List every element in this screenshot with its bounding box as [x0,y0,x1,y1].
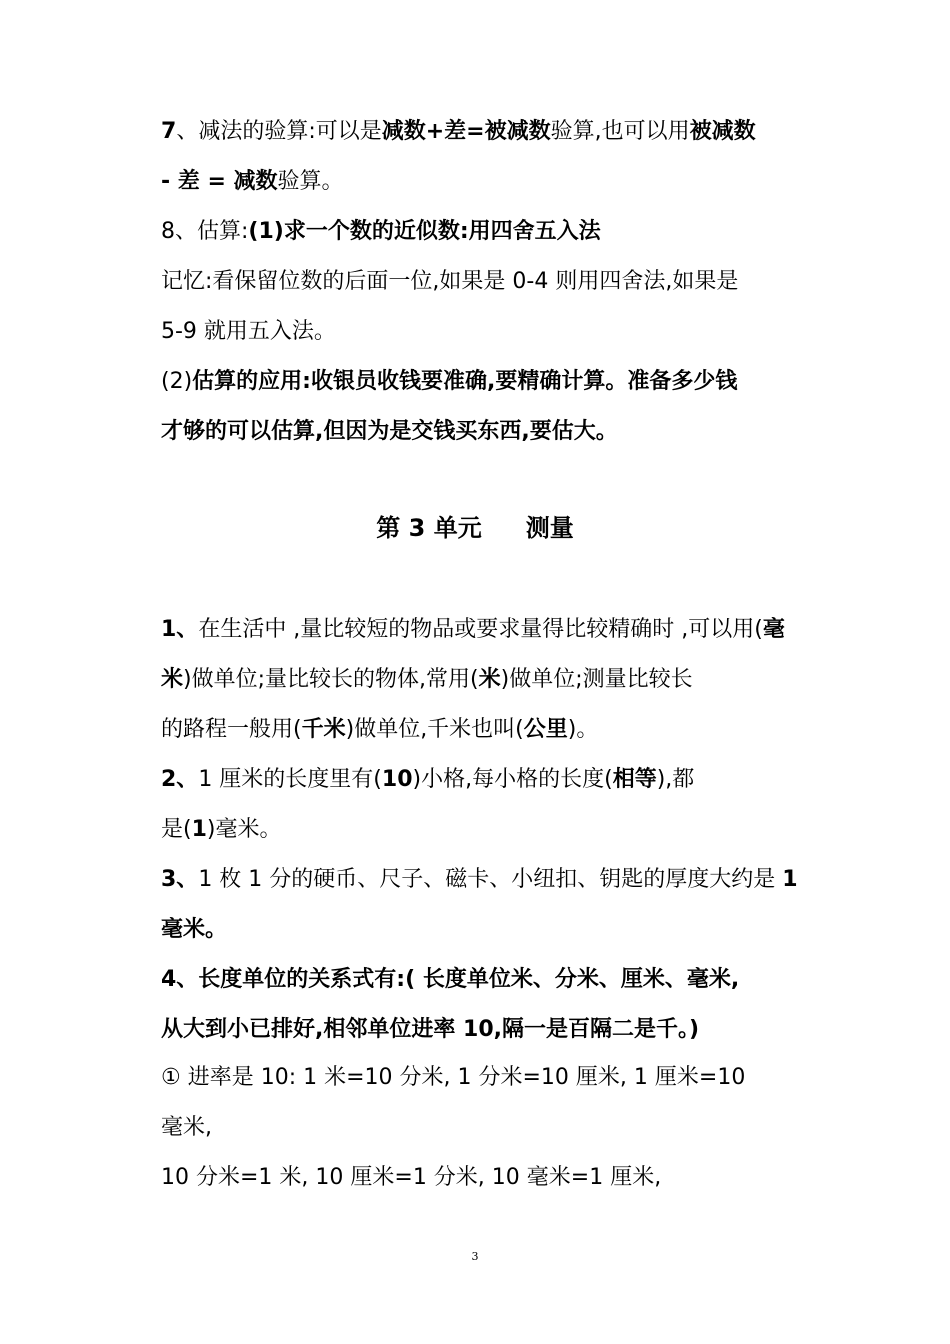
bold-text: - 差 = 减数 [161,169,278,194]
text: ① 进率是 10: 1 米=10 分米, 1 分米=10 厘米, 1 厘米=10 [161,1065,746,1090]
text: 记忆:看保留位数的后面一位,如果是 0-4 则用四舍法,如果是 [161,269,739,294]
unit-title-topic: 测量 [525,514,574,542]
text-line [161,965,801,995]
text: 1 枚 1 分的硬币、尺子、磁卡、小纽扣、钥匙的厚度大约是 [198,867,783,892]
bold-text: 7 [161,119,177,144]
text: 8、估算: [161,219,249,244]
text: 、减法的验算:可以是 [176,119,382,144]
bold-text: 千米 [301,717,346,742]
text-line [161,665,801,695]
text: ),都 [656,767,695,792]
bold-text: 1 [782,867,798,892]
page-number: 3 [471,1250,479,1263]
text-line [161,815,801,845]
bold-text: 2、 [161,767,199,792]
text-line [161,1063,801,1093]
bold-text: 公里 [523,717,568,742]
text-line [161,117,801,147]
text: 的路程一般用( [161,717,302,742]
bold-text: 1、 [161,617,199,642]
text: 1 厘米的长度里有( [198,767,382,792]
text-line [161,367,801,397]
text-line [161,765,801,795]
bold-text: 减数+差=被减数 [381,119,551,144]
bold-text: 1 [191,817,207,842]
bold-text: 3、 [161,867,199,892]
bold-text: 毫米。 [161,917,228,942]
text: 验算,也可以用 [550,119,690,144]
bold-text: 4、长度单位的关系式有:( 长度单位米、分米、厘米、毫米, [161,967,740,992]
unit-title-number: 第 3 单元 [376,514,482,542]
text: )小格,每小格的长度( [412,767,613,792]
text-line [161,417,801,447]
bold-text: 米 [478,667,501,692]
bold-text: 被减数 [689,119,756,144]
bold-text: 相等 [612,767,657,792]
text: 在生活中 ,量比较短的物品或要求量得比较精确时 ,可以用( [198,617,763,642]
text-line [161,715,801,745]
text-line [161,615,801,645]
unit-title [0,512,950,544]
text: )。 [567,717,599,742]
text-line [161,267,801,297]
text: 毫米, [161,1115,212,1140]
text: 是( [161,817,192,842]
bold-text: 从大到小已排好,相邻单位进率 10,隔一是百隔二是千。) [161,1017,700,1042]
text: )做单位,千米也叫( [345,717,524,742]
text-line [161,217,801,247]
text-line [161,1113,801,1143]
text-line [161,167,801,197]
text: (2) [161,369,193,394]
bold-text: 估算的应用:收银员收钱要准确,要精确计算。准备多少钱 [192,369,738,394]
text: )做单位;量比较长的物体,常用( [183,667,479,692]
bold-text: 才够的可以估算,但因为是交钱买东西,要估大。 [161,419,618,444]
text-line [161,1163,801,1193]
text-line [161,915,801,945]
bold-text: 10 [381,767,413,792]
text: 5-9 就用五入法。 [161,319,336,344]
text-line [161,865,801,895]
bold-text: 毫 [762,617,785,642]
text: )做单位;测量比较长 [500,667,693,692]
bold-text: 米 [161,667,184,692]
bold-text: (1)求一个数的近似数:用四舍五入法 [248,219,601,244]
text-line [161,317,801,347]
text: )毫米。 [206,817,282,842]
text: 验算。 [277,169,344,194]
text: 10 分米=1 米, 10 厘米=1 分米, 10 毫米=1 厘米, [161,1165,662,1190]
text-line [161,1015,801,1045]
